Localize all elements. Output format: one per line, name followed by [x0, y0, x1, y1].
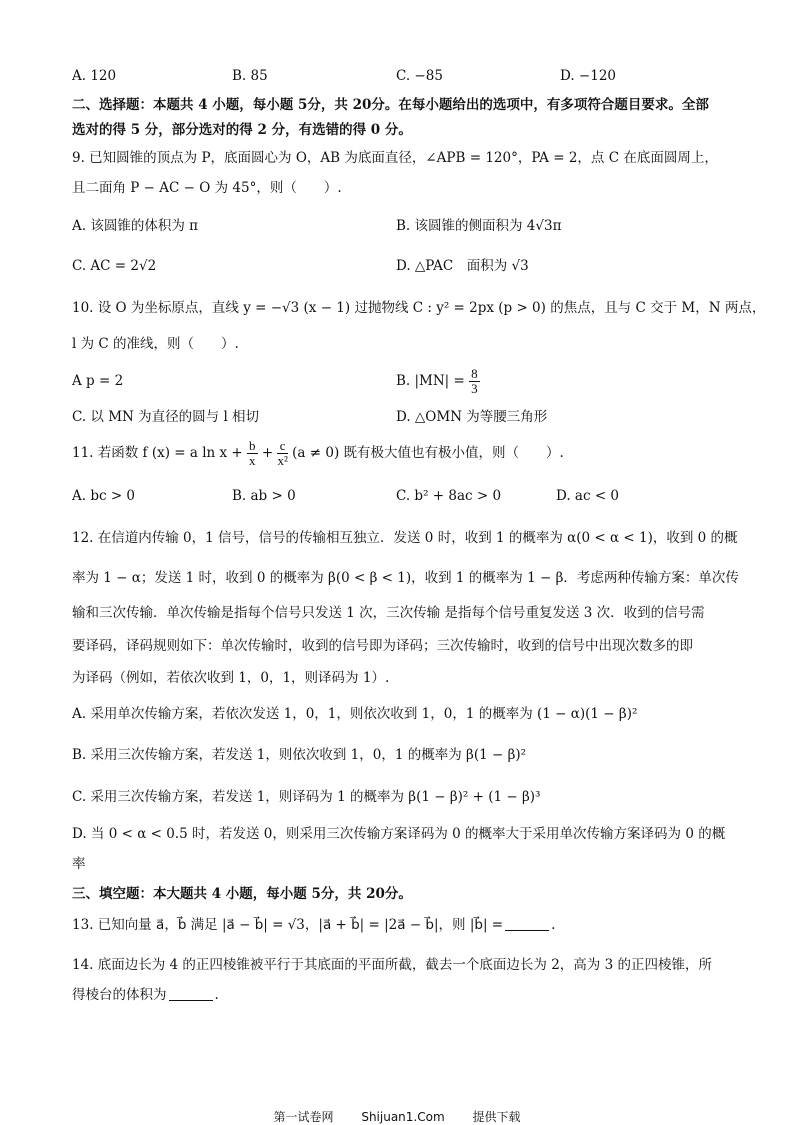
q14-text: 得棱台的体积为 [72, 987, 167, 1003]
q10-stem-line1: 10. 设 O 为坐标原点，直线 y = −√3 (x − 1) 过抛物线 C : y² = 2px (p > 0) 的焦点，且与 C 交于 M，N 两点， [72, 300, 766, 316]
q11-stem-prefix: 11. 若函数 f (x) = a ln x + [72, 445, 243, 461]
q13-answer-blank [505, 916, 549, 931]
q11-stem-suffix: (a ≠ 0) 既有极大值也有极小值，则（ ）. [292, 445, 564, 461]
q14-stem-line1: 14. 底面边长为 4 的正四棱锥被平行于其底面的平面所截，截去一个底面边长为 2，高为 3 的正四棱锥，所 [72, 957, 712, 973]
footer-site-cn: 第一试卷网 [273, 1110, 334, 1124]
q12-stem-line4: 要译码，译码规则如下：单次传输时，收到的信号即为译码；三次传输时，收到的信号中出现次数多的即 [72, 638, 693, 654]
q10-option-b-fraction [469, 367, 480, 396]
q12-stem-line2: 率为 1 − α；发送 1 时，收到 0 的概率为 β(0 < β < 1)，收到 1 的概率为 1 − β．考虑两种传输方案：单次传 [72, 570, 739, 586]
q10-option-b [396, 362, 480, 400]
q9-stem-line2: 且二面角 P − AC − O 为 45°，则（ ）. [72, 180, 342, 196]
section2-line2: 选对的得 5 分，部分选对的得 2 分，有选错的得 0 分。 [72, 122, 412, 138]
fraction-numerator: c [277, 439, 287, 454]
section3-heading: 三、填空题：本大题共 4 小题，每小题 5分，共 20分。 [72, 886, 412, 902]
q12-option-c: C. 采用三次传输方案，若发送 1，则译码为 1 的概率为 β(1 − β)² + (1 − β)³ [72, 789, 541, 805]
fraction-denominator: x² [277, 453, 288, 468]
q13-text: 13. 已知向量 a⃗，b⃗ 满足 |a⃗ − b⃗| = √3，|a⃗ + b⃗| = |2a⃗ − b⃗|，则 |b⃗| = [72, 917, 504, 933]
q14-answer-blank [169, 986, 213, 1001]
q10-option-d: D. △OMN 为等腰三角形 [396, 409, 548, 425]
q10-stem-line2: l 为 C 的准线，则（ ）. [72, 336, 239, 352]
q10-option-b-label: B. |MN| = [396, 373, 465, 389]
q12-option-d-line1: D. 当 0 < α < 0.5 时，若发送 0，则采用三次传输方案译码为 0 的概率大于采用单次传输方案译码为 0 的概 [72, 826, 726, 842]
q11-option-c: C. b² + 8ac > 0 [396, 488, 502, 504]
q10-option-a: A p = 2 [72, 373, 124, 389]
q13-end: . [551, 917, 556, 933]
q12-option-d-line2: 率 [72, 856, 86, 872]
q11-stem [72, 434, 564, 472]
page-footer [0, 1108, 794, 1125]
q9-option-c: C. AC = 2√2 [72, 258, 157, 274]
q12-option-a: A. 采用单次传输方案，若依次发送 1，0，1，则依次收到 1，0，1 的概率为 (1 − α)(1 − β)² [72, 706, 638, 722]
q8-option-c: C. −85 [396, 68, 443, 84]
q8-option-d: D. −120 [560, 68, 617, 84]
q8-option-b: B. 85 [232, 68, 268, 84]
q12-stem-line3: 输和三次传输．单次传输是指每个信号只发送 1 次，三次传输 是指每个信号重复发送 3 次．收到的信号需 [72, 605, 705, 621]
fraction-denominator: x [249, 453, 256, 468]
q12-stem-line1: 12. 在信道内传输 0，1 信号，信号的传输相互独立．发送 0 时，收到 1 的概率为 α(0 < α < 1)，收到 0 的概 [72, 530, 738, 546]
q14-end: . [214, 987, 219, 1003]
q9-option-b: B. 该圆锥的侧面积为 4√3π [396, 218, 562, 234]
q9-option-a: A. 该圆锥的体积为 π [72, 218, 198, 234]
q11-fraction-b-x [247, 439, 258, 468]
fraction-numerator: 8 [471, 366, 478, 381]
q12-stem-line5: 为译码（例如，若依次收到 1，0，1，则译码为 1）. [72, 670, 390, 686]
q8-option-a: A. 120 [72, 68, 117, 84]
q11-fraction-c-x2 [277, 439, 287, 468]
q12-option-b: B. 采用三次传输方案，若发送 1，则依次收到 1，0，1 的概率为 β(1 − β)² [72, 747, 527, 763]
fraction-denominator: 3 [471, 381, 478, 396]
q13-stem [72, 915, 555, 935]
q11-option-d: D. ac < 0 [556, 488, 620, 504]
footer-site-en: Shijuan1.Com [361, 1110, 445, 1124]
q9-stem-line1: 9. 已知圆锥的顶点为 P，底面圆心为 O，AB 为底面直径，∠APB = 120°，PA = 2，点 C 在底面圆周上， [72, 150, 718, 166]
section2-line1: 二、选择题：本题共 4 小题，每小题 5分，共 20分。在每小题给出的选项中，有多项符合题目要求。全部 [72, 97, 709, 113]
q11-option-b: B. ab > 0 [232, 488, 296, 504]
fraction-numerator: b [249, 438, 256, 453]
footer-note: 提供下载 [472, 1110, 521, 1124]
q9-option-d: D. △PAC 面积为 √3 [396, 258, 529, 274]
q11-plus: + [261, 445, 274, 461]
q14-stem-line2 [72, 985, 219, 1005]
q11-option-a: A. bc > 0 [72, 488, 136, 504]
q10-option-c: C. 以 MN 为直径的圆与 l 相切 [72, 409, 260, 425]
